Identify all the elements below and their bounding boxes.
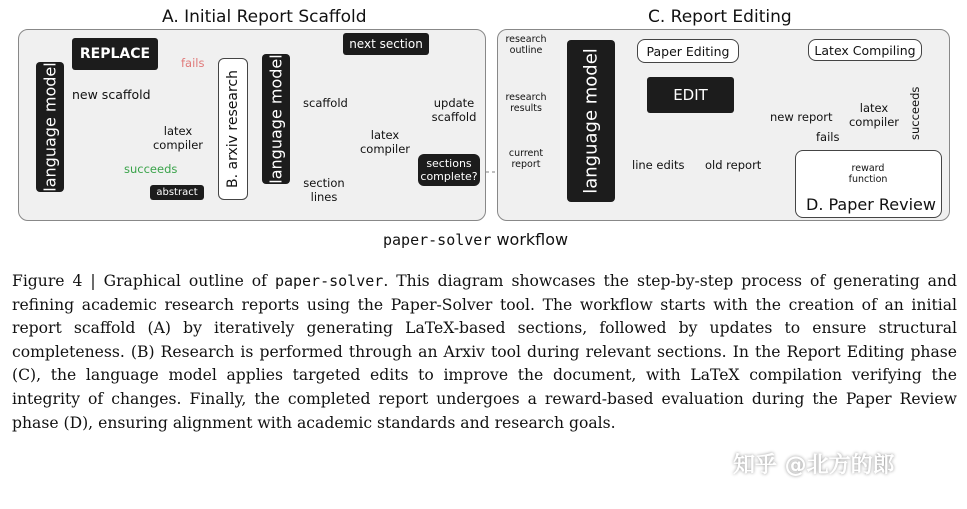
update-scaffold-label: update scaffold — [431, 96, 477, 124]
abstract-box: abstract — [150, 185, 204, 200]
reward-function-label: reward function — [848, 163, 888, 185]
language-model-c: language model — [567, 40, 615, 202]
section-lines-label: section lines — [303, 176, 345, 204]
research-results-label: research results — [505, 92, 547, 114]
succeeds-label-a: succeeds — [124, 162, 178, 176]
scaffold-label: scaffold — [303, 96, 348, 110]
line-edits-label: line edits — [632, 158, 685, 172]
succeeds-label-c: succeeds — [908, 86, 922, 140]
panel-a-title: A. Initial Report Scaffold — [162, 7, 367, 27]
latex-compiler-label-c: latex compiler — [848, 101, 900, 129]
old-report-label: old report — [705, 158, 762, 172]
latex-compiler-label-a2: latex compiler — [359, 128, 411, 156]
fails-label-c: fails — [816, 130, 840, 144]
sections-complete-box: sections complete? — [418, 154, 480, 186]
research-outline-label: research outline — [505, 34, 547, 56]
new-scaffold-label: new scaffold — [72, 87, 151, 102]
arxiv-research-box — [218, 58, 248, 200]
next-section-box: next section — [343, 33, 429, 55]
current-report-label: current report — [508, 148, 544, 170]
latex-compiling-box: Latex Compiling — [808, 39, 922, 61]
paper-review-label: D. Paper Review — [806, 195, 936, 214]
replace-box: REPLACE — [72, 38, 158, 70]
language-model-a2: language model — [262, 54, 290, 184]
new-report-label: new report — [770, 110, 833, 124]
paper-editing-box: Paper Editing — [637, 39, 739, 63]
language-model-a1: language model — [36, 62, 64, 192]
watermark: 知乎 @北方的郎 — [733, 453, 895, 478]
edit-box: EDIT — [647, 77, 734, 113]
latex-compiler-label-a1: latex compiler — [152, 124, 204, 152]
panel-c-title: C. Report Editing — [648, 7, 792, 27]
figure-caption: Figure 4 | Graphical outline of paper-solver. This diagram showcases the step-by-step process of generating and refining academic research reports using the Paper-Solver tool. The workflow starts with the creation of an initial report scaffold (A) by iteratively generating LaTeX-based sections, followed by updates to ensure structural completeness. (B) Research is performed through an Arxiv tool during relevant sections. In the Report Editing phase (C), the language model applies targeted edits to improve the document, with LaTeX compilation verifying the integrity of changes. Finally, the completed report undergoes a reward-based evaluation during the Paper Review phase (D), ensuring alignment with academic standards and research goals. — [12, 272, 957, 432]
workflow-label: paper-solver workflow — [383, 230, 569, 249]
fails-label-a: fails — [181, 56, 205, 70]
arxiv-research-label: B. arxiv research — [225, 70, 242, 188]
